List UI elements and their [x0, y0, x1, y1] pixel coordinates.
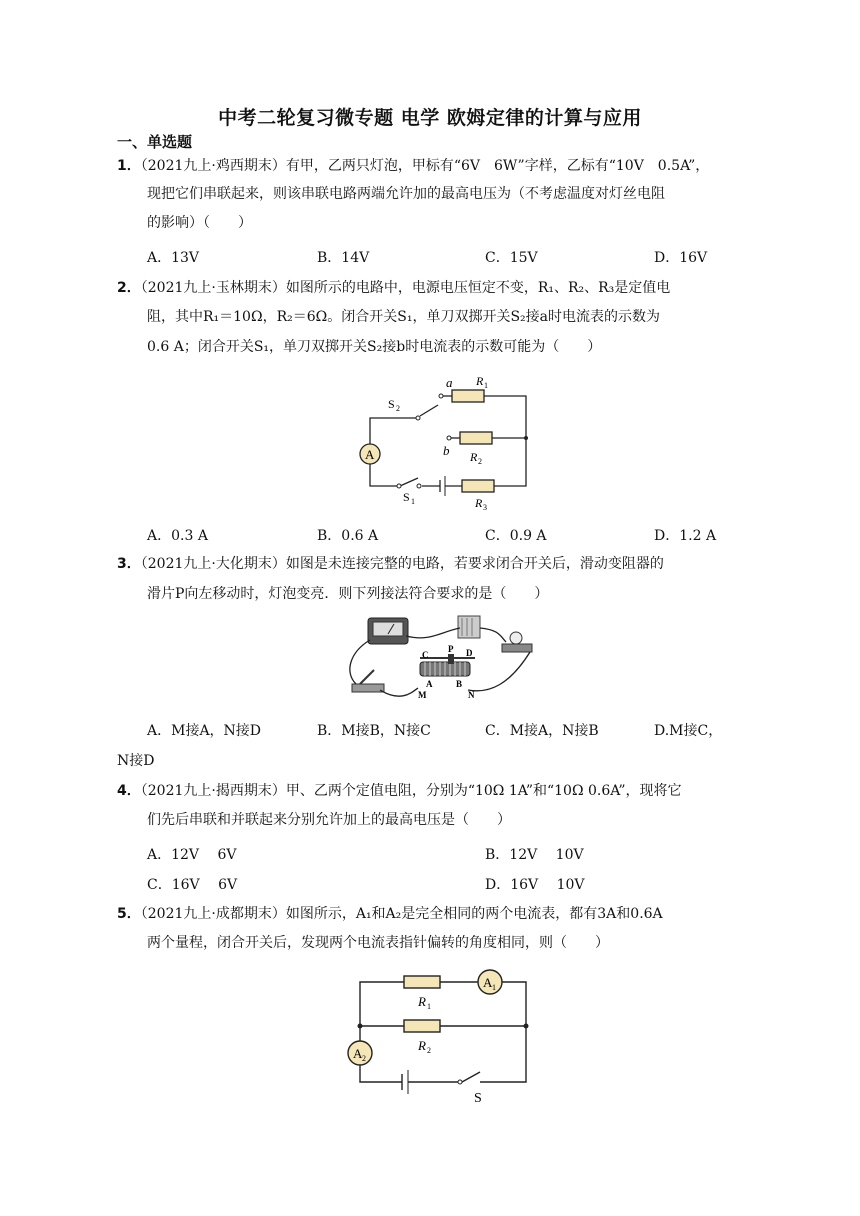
question-5-line-2: 两个量程，闭合开关后，发现两个电流表指针偏转的角度相同，则（ ）: [147, 935, 609, 951]
question-number: 1．: [117, 158, 141, 174]
label-r1-sub: 1: [484, 381, 488, 390]
option-c: C．16V 6V: [147, 877, 238, 893]
question-number: 5．: [117, 906, 141, 922]
label-m: M: [418, 690, 427, 700]
option-d: D．16V: [654, 250, 708, 266]
question-text: （2021九上·鸡西期末）有甲，乙两只灯泡，甲标有“6V 6W”字样，乙标有“10V 0.5A”，: [140, 158, 710, 174]
label-s2-sub: 2: [396, 404, 400, 413]
option-c: C．0.9 A: [485, 528, 547, 544]
option-d-continued: N接D: [117, 753, 155, 769]
option-a: A．13V: [147, 250, 200, 266]
question-text: （2021九上·揭西期末）甲、乙两个定值电阻，分别为“10Ω 1A”和“10Ω 0.6A”，现将它: [140, 783, 682, 799]
question-5-line-1: [117, 905, 663, 923]
question-1-line-3: 的影响）（ ）: [147, 215, 252, 231]
label-r1-sub: 1: [427, 1002, 431, 1011]
label-d: D: [466, 648, 473, 658]
question-4-line-2: 们先后串联和并联起来分别允许加上的最高电压是（ ）: [147, 812, 511, 828]
label-a2-sub: 2: [362, 1054, 366, 1063]
label-r2: R: [470, 450, 478, 464]
label-r3-sub: 3: [483, 503, 487, 512]
section-heading: 一、单选题: [117, 133, 193, 151]
option-a: A．12V 6V: [147, 847, 237, 863]
label-n: N: [468, 690, 475, 700]
option-d: D.M接C，: [654, 723, 723, 739]
question-text: （2021九上·玉林期末）如图所示的电路中，电源电压恒定不变，R₁、R₂、R₃是定值电: [140, 280, 671, 296]
label-b: b: [443, 443, 450, 458]
label-r2-sub: 2: [478, 457, 482, 466]
label-s1: S: [403, 490, 410, 504]
question-2-line-1: [117, 279, 670, 297]
label-s: S: [474, 1091, 482, 1104]
question-1-line-1: [117, 157, 709, 175]
label-a1-sub: 1: [492, 983, 496, 992]
question-text: （2021九上·成都期末）如图所示，A₁和A₂是完全相同的两个电流表，都有3A和0.6A: [140, 906, 663, 922]
label-c: C: [422, 650, 429, 660]
option-b: B．12V 10V: [485, 847, 584, 863]
label-r1: R: [476, 374, 484, 388]
label-r2: R: [418, 1038, 426, 1053]
label-r3: R: [475, 496, 483, 510]
circuit-diagram-q5: [340, 962, 540, 1104]
label-a2: A: [353, 1046, 363, 1061]
option-a: A．M接A，N接D: [147, 723, 262, 739]
question-2-line-3: 0.6 A；闭合开关S₁，单刀双掷开关S₂接b时电流表的示数可能为（ ）: [147, 339, 602, 355]
option-c: C．M接A，N接B: [485, 723, 599, 739]
question-number: 2．: [117, 280, 141, 296]
page-title: 中考二轮复习微专题 电学 欧姆定律的计算与应用: [218, 107, 642, 129]
label-p: P: [448, 644, 454, 654]
option-d: D．1.2 A: [654, 528, 717, 544]
option-b: B．0.6 A: [317, 528, 379, 544]
question-1-line-2: 现把它们串联起来，则该串联电路两端允许加的最高电压为（不考虑温度对灯丝电阻: [147, 186, 665, 202]
option-b: B．14V: [317, 250, 370, 266]
label-r1: R: [418, 994, 426, 1009]
label-s2: S: [388, 397, 395, 411]
question-2-line-2: 阻，其中R₁＝10Ω，R₂＝6Ω。闭合开关S₁，单刀双掷开关S₂接a时电流表的示数为: [147, 309, 660, 325]
question-3-line-1: [117, 555, 664, 573]
circuit-photo-q3: [340, 612, 540, 704]
ammeter-label: A: [365, 447, 375, 462]
label-a: a: [446, 375, 453, 390]
label-s1-sub: 1: [411, 497, 415, 506]
label-b: B: [456, 679, 463, 689]
option-b: B．M接B，N接C: [317, 723, 431, 739]
option-c: C．15V: [485, 250, 538, 266]
question-text: （2021九上·大化期末）如图是未连接完整的电路，若要求闭合开关后，滑动变阻器的: [140, 556, 664, 572]
question-number: 3．: [117, 556, 141, 572]
circuit-diagram-q2: [350, 372, 540, 512]
question-number: 4．: [117, 783, 141, 799]
label-a: A: [426, 679, 433, 689]
question-3-line-2: 滑片P向左移动时，灯泡变亮．则下列接法符合要求的是（ ）: [147, 586, 549, 602]
label-a1: A: [483, 975, 493, 990]
question-4-line-1: [117, 782, 681, 800]
label-r2-sub: 2: [427, 1046, 431, 1055]
option-a: A．0.3 A: [147, 528, 208, 544]
option-d: D．16V 10V: [485, 877, 585, 893]
